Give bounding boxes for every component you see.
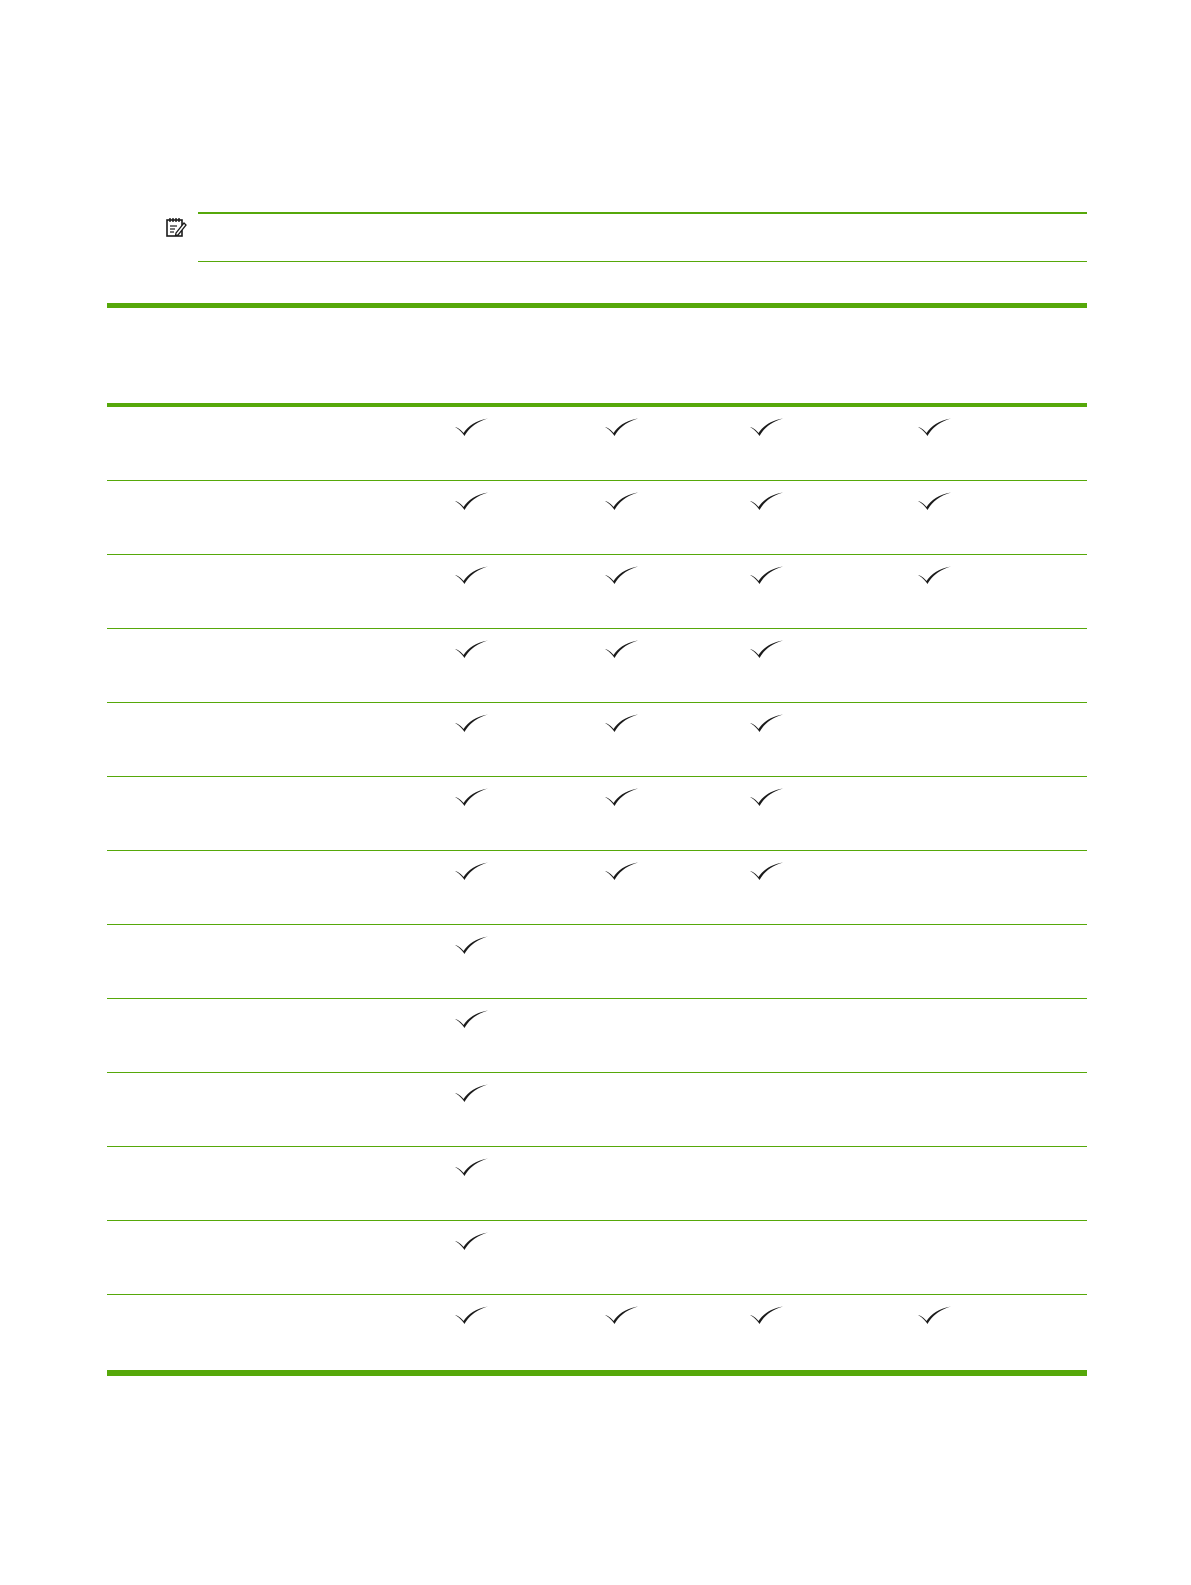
table-row [107,407,1087,481]
table-row [107,1295,1087,1369]
check-icon [604,639,640,659]
check-icon [749,713,785,733]
check-icon [749,417,785,437]
feature-table-body [107,407,1087,1369]
table-row [107,703,1087,777]
check-icon [454,1231,490,1251]
table-row [107,1221,1087,1295]
check-icon [454,935,490,955]
check-icon [454,1009,490,1029]
check-icon [604,1305,640,1325]
check-icon [454,1305,490,1325]
check-icon [454,417,490,437]
check-icon [604,491,640,511]
table-row [107,851,1087,925]
check-icon [917,491,953,511]
check-icon [454,713,490,733]
check-icon [604,417,640,437]
check-icon [604,861,640,881]
table-row [107,629,1087,703]
note-bottom-rule [198,261,1087,262]
check-icon [749,787,785,807]
table-row [107,925,1087,999]
check-icon [917,417,953,437]
check-icon [454,565,490,585]
check-icon [749,861,785,881]
check-icon [604,565,640,585]
table-row [107,999,1087,1073]
check-icon [454,639,490,659]
check-icon [749,1305,785,1325]
check-icon [454,861,490,881]
check-icon [749,639,785,659]
check-icon [917,1305,953,1325]
note-icon [165,216,187,238]
check-icon [454,491,490,511]
check-icon [917,565,953,585]
check-icon [454,1157,490,1177]
table-row [107,481,1087,555]
check-icon [749,565,785,585]
table-row [107,555,1087,629]
table-row [107,777,1087,851]
table-row [107,1147,1087,1221]
table-row [107,1073,1087,1147]
check-icon [454,787,490,807]
note-top-rule [198,212,1087,214]
check-icon [454,1083,490,1103]
table-bottom-rule [107,1370,1087,1376]
table-top-rule [107,303,1087,308]
check-icon [604,713,640,733]
check-icon [604,787,640,807]
check-icon [749,491,785,511]
